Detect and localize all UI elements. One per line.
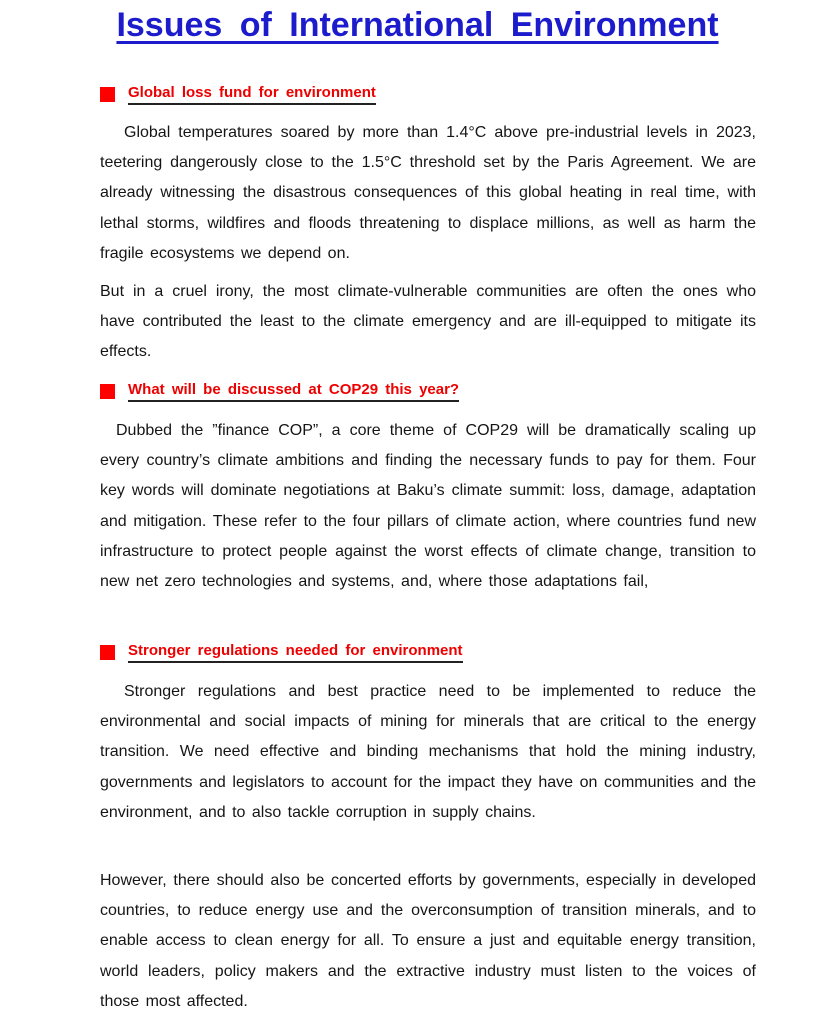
paragraph-stronger-regulations: Stronger regulations and best practice need to be implemented to reduce the environmental and social impacts of mining for minerals that are critical to the energy transition. We need effective and binding mechanisms that hold the mining industry, governments and legislators to account for the impact they have on communities and the environment, and to also tackle corruption in supply chains.: [100, 683, 756, 821]
paragraph-cruel-irony: But in a cruel irony, the most climate-vulnerable communities are often the ones who have contributed the least to the climate emergency and are ill-equipped to mitigate its effects.: [100, 283, 756, 361]
paragraph-finance-cop: Dubbed the ”finance COP”, a core theme of COP29 will be dramatically scaling up every country’s climate ambitions and finding the necessary funds to pay for them. Four key words will dominate negotiations at Baku’s climate summit: loss, damage, adaptation and mitigation. These refer to the four pillars of climate action, where countries fund new infrastructure to protect people against the worst effects of climate change, transition to new net zero technologies and systems, and, where those adaptations fail,: [100, 422, 756, 591]
paragraph-global-temperatures: Global temperatures soared by more than 1.4°C above pre-industrial levels in 2023, teetering dangerously close to the 1.5°C threshold set by the Paris Agreement. We are already witnessing the disastrous consequences of this global heating in real time, with lethal storms, wildfires and floods threatening to displace millions, as well as harm the fragile ecosystems we depend on.: [100, 124, 756, 262]
red-square-bullet-icon: [100, 384, 115, 399]
section-heading-text: What will be discussed at COP29 this year?: [128, 381, 459, 402]
red-square-bullet-icon: [100, 645, 115, 660]
section-heading-cop29: [100, 380, 459, 402]
section-heading-stronger-regulations: [100, 641, 463, 663]
document-title: Issues of International Environment: [116, 6, 719, 44]
section-heading-text: Stronger regulations needed for environment: [128, 642, 463, 663]
section-heading-global-loss-fund: [100, 83, 376, 105]
paragraph-concerted-efforts: However, there should also be concerted efforts by governments, especially in developed countries, to reduce energy use and the overconsumption of transition minerals, and to enable access to clean energy for all. To ensure a just and equitable energy transition, world leaders, policy makers and the extractive industry must listen to the voices of those most affected.: [100, 872, 756, 1010]
section-heading-text: Global loss fund for environment: [128, 84, 376, 105]
red-square-bullet-icon: [100, 87, 115, 102]
